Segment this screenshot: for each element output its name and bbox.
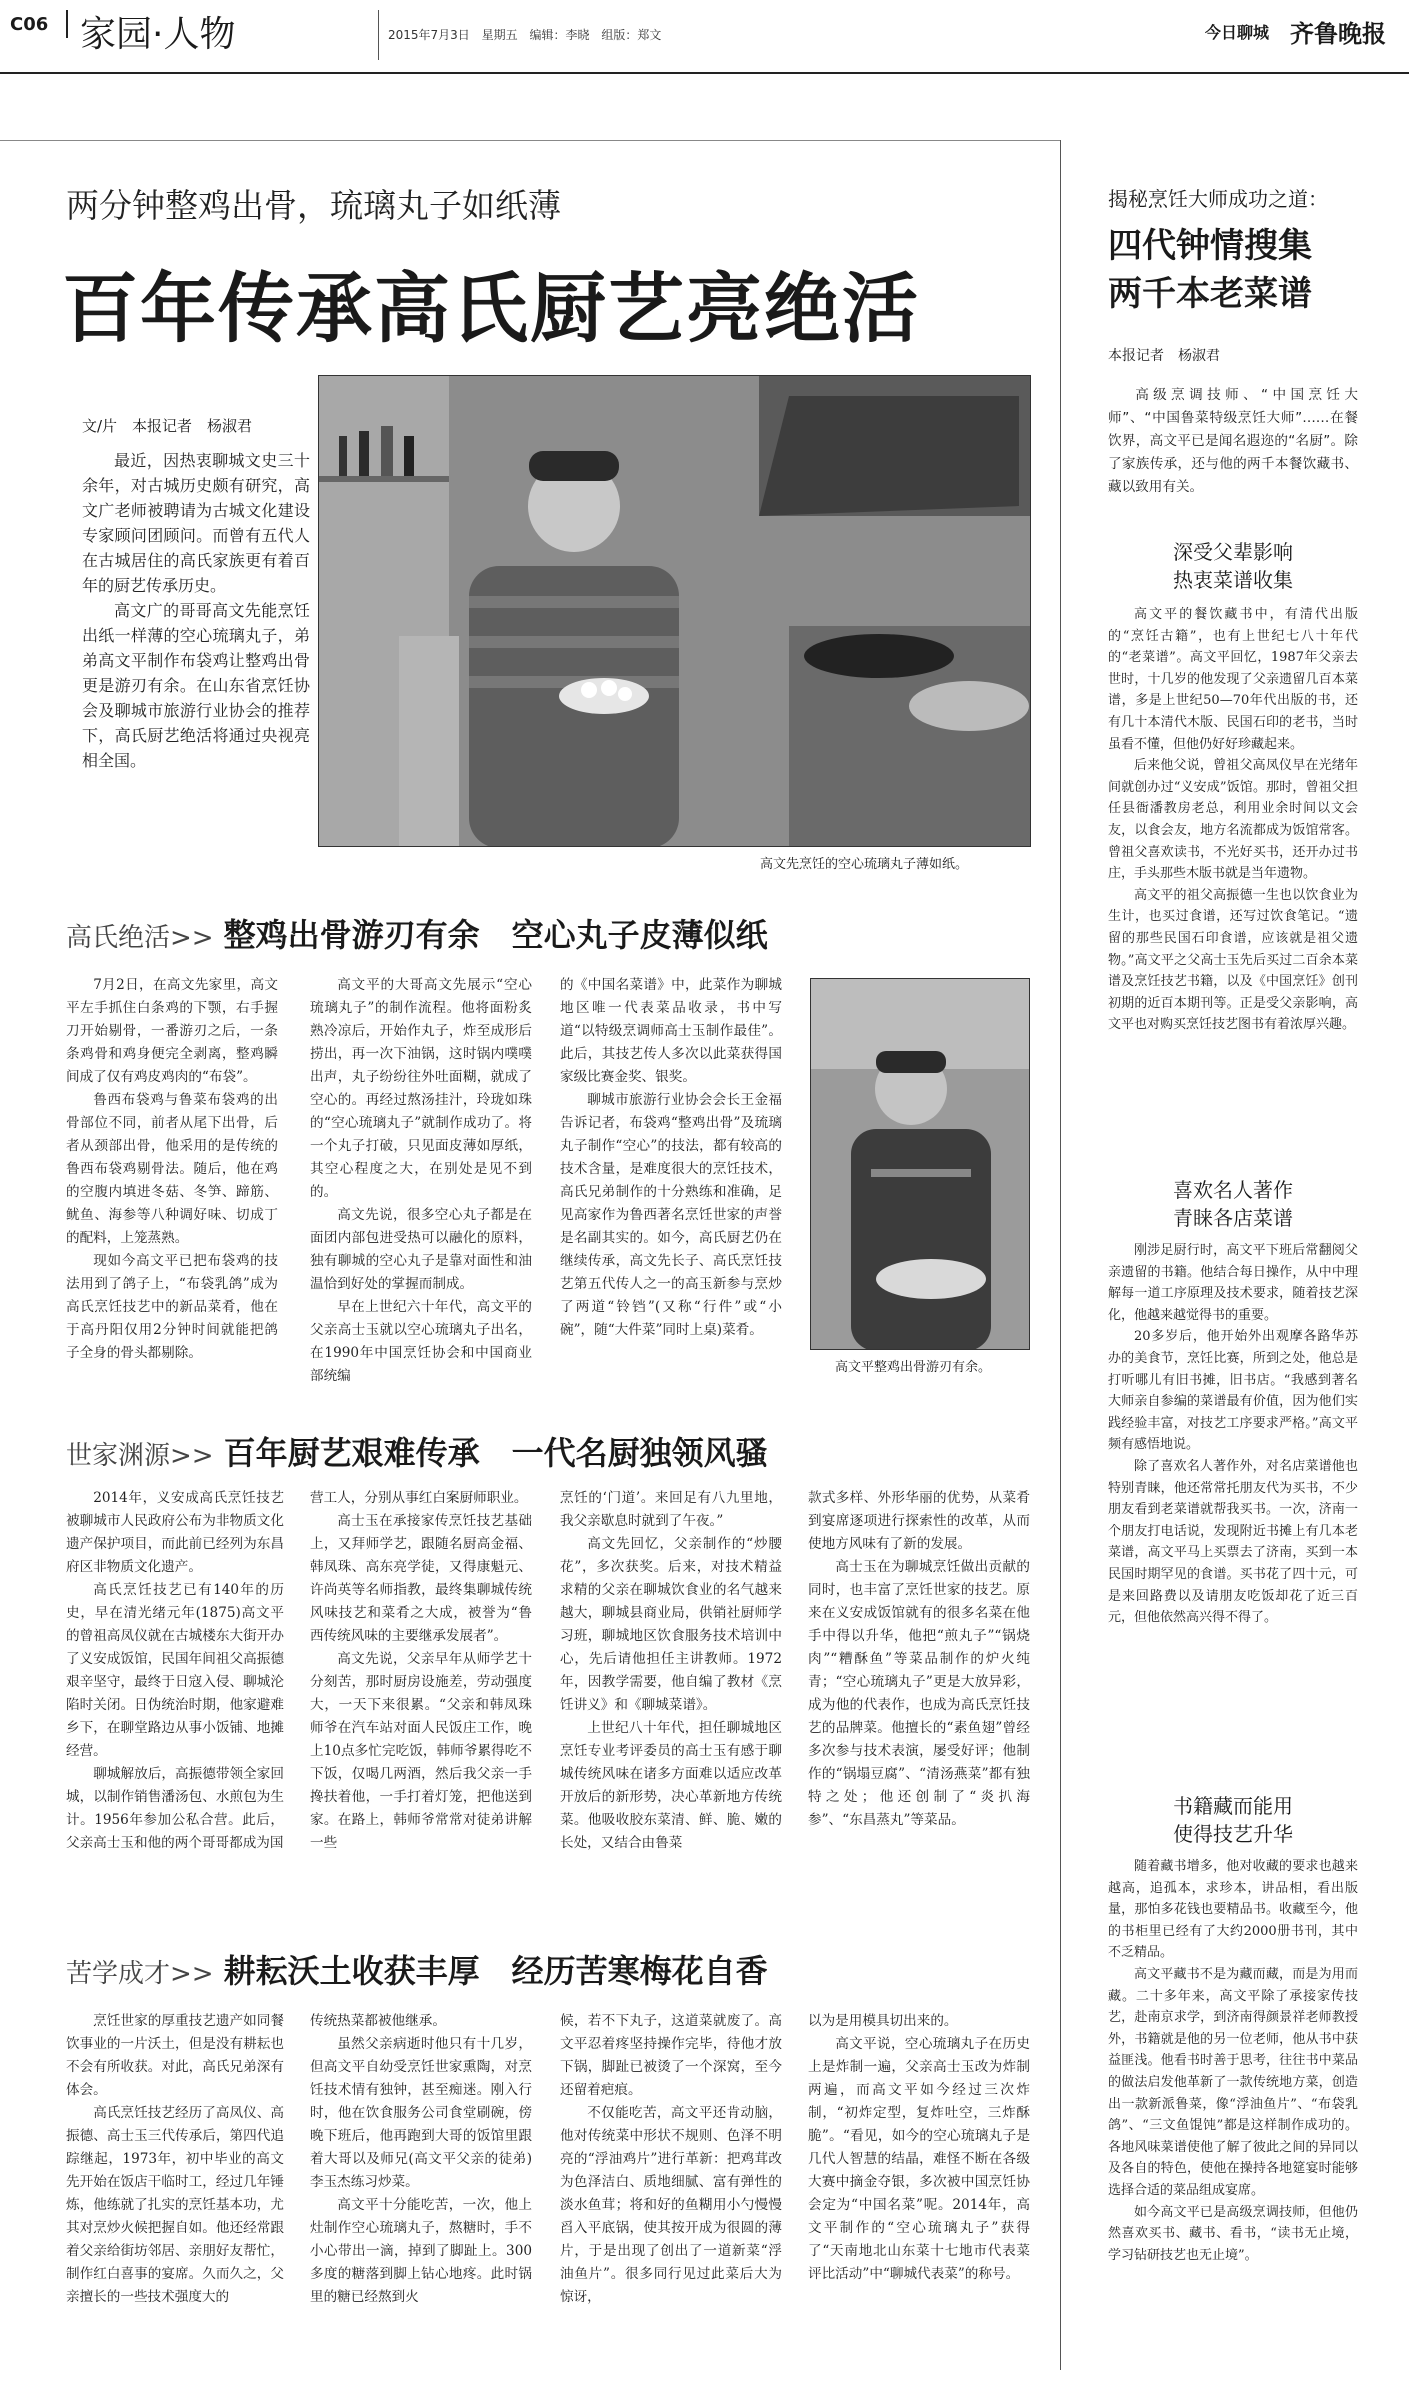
paragraph: 烹饪世家的厚重技艺遗产如同餐饮事业的一片沃土，但是没有耕耘也不会有所收获。对此，高氏兄弟深有体会。 — [66, 2013, 284, 2098]
article-column — [310, 1487, 532, 1917]
kicker: 两分钟整鸡出骨，琉璃丸子如纸薄 — [66, 186, 561, 225]
header-divider-2 — [378, 10, 379, 60]
sidebar-title-line: 两千本老菜谱 — [1108, 274, 1312, 314]
paragraph: 的《中国名菜谱》中，此菜作为聊城地区唯一代表菜品收录，书中写道“以特级烹调师高士玉制作最佳”。此后，其技艺传人多次以此菜获得国家级比赛金奖、银奖。 — [560, 977, 782, 1085]
article-column — [66, 974, 278, 1394]
paragraph: 高文先说，父亲早年从师学艺十分刻苦，那时厨房设施差，劳动强度大，一天下来很累。“父亲和韩凤珠师爷在汽车站对面人民饭庄工作，晚上10点多忙完吃饭，韩师爷累得吃不下饭，仅喝几两酒，然后我父亲一手搀扶着他，一手打着灯笼，把他送到家。在路上，韩师爷常常对徒弟讲解一些 — [310, 1651, 532, 1851]
issue-weekday: 星期五 — [481, 28, 518, 42]
paper-logo: 齐鲁晚报 — [1290, 19, 1386, 48]
header-meta — [388, 26, 661, 43]
sidebar-kicker: 揭秘烹饪大师成功之道： — [1108, 187, 1328, 211]
subheading-tag: 苦学成才>> — [66, 1959, 214, 1989]
sidebar-text — [1108, 604, 1358, 1172]
paragraph: 刚涉足厨行时，高文平下班后常翻阅父亲遗留的书籍。他结合每日操作，从中中理解每一道工序原理及技术要求，随着技艺深化，他越来越觉得书的重要。 — [1108, 1243, 1358, 1323]
paragraph: 高文平说，空心琉璃丸子在历史上是炸制一遍，父亲高士玉改为炸制两遍，而高文平如今经过三次炸制，“初炸定型，复炸吐空，三炸酥脆”。“看见，如今的空心琉璃丸子是几代人智慧的结晶，难怪不断在各级大赛中摘金夺银，多次被中国烹饪协会定为“中国名菜”呢。2014年，高文平制作的“空心琉璃丸子”获得了“天南地北山东菜十七地市代表菜评比活动”中“聊城代表菜”的称号。 — [808, 2036, 1030, 2282]
paragraph: 以为是用模具切出来的。 — [808, 2013, 958, 2029]
photo-illustration — [811, 979, 1030, 1350]
paragraph: 高文先说，很多空心丸子都是在面团内部包进受热可以融化的原料，独有聊城的空心丸子是靠对面性和油温恰到好处的掌握而制成。 — [310, 1207, 532, 1292]
paragraph: 高文平的大哥高文先展示“空心琉璃丸子”的制作流程。他将面粉炙熟冷凉后，开始作丸子，炸至成形后捞出，再一次下油锅，这时锅内噗噗出声，丸子纷纷往外吐面糊，就成了空心的。再经过熬汤挂汁，玲珑如珠的“空心琉璃丸子”就制作成功了。将一个丸子打破，只见面皮薄如厚纸，其空心程度之大，在别处是见不到的。 — [310, 977, 532, 1200]
top-rule — [0, 140, 1060, 141]
paragraph: 如今高文平已是高级烹调技师，但他仍然喜欢买书、藏书、看书，“读书无止境，学习钻研技艺也无止境”。 — [1108, 2204, 1358, 2263]
heading-line: 喜欢名人著作 — [1173, 1178, 1293, 1202]
paragraph: 高士玉在为聊城烹饪做出贡献的同时，也丰富了烹饪世家的技艺。原来在义安成饭馆就有的很多名菜在他手中得以升华，他把“煎丸子”“锅烧肉”“糟酥鱼”等菜品制作的炉火纯青；“空心琉璃丸子”更是大放异彩，成为他的代表作，也成为高氏烹饪技艺的品牌菜。他擅长的“素鱼翅”曾经多次参与技术表演，屡受好评；他制作的“锅塌豆腐”、“清汤燕菜”都有独特之处；他还创制了“炎扒海参”、“东昌蒸丸”等菜品。 — [808, 1559, 1030, 1828]
paragraph: 高氏烹饪技艺经历了高凤仪、高振德、高士玉三代传承后，第四代追踪继起，1973年，初中毕业的高文先开始在饭店干临时工，经过几年锤炼，他练就了扎实的烹饪基本功，尤其对烹炒火候把握自如。他还经常跟着父亲给街坊邻居、亲朋好友帮忙，制作红白喜事的宴席。久而久之，父亲擅长的一些技术强度大的 — [66, 2105, 284, 2305]
article-column — [310, 974, 532, 1394]
subheading-tag: 世家渊源>> — [66, 1441, 214, 1471]
paragraph: 早在上世纪六十年代，高文平的父亲高士玉就以空心琉璃丸子出名，在1990年中国烹饪协会和中国商业部统编 — [310, 1299, 532, 1384]
paragraph: 高氏烹饪技艺已有140年的历史，早在清光绪元年(1875)高文平的曾祖高凤仪就在古城楼东大街开办了义安成饭馆，民国年间祖父高振德艰辛坚守，最终于日寇入侵、聊城沦陷时关闭。日伪统治时期，他家避难乡下，在聊堂路边从事小饭铺、地摊经营。 — [66, 1582, 284, 1759]
column-name: 今日聊城 — [1205, 23, 1270, 42]
paragraph: 不仅能吃苦，高文平还肯动脑，他对传统菜中形状不规则、色泽不明亮的“浮油鸡片”进行革新：把鸡茸改为色泽洁白、质地细腻、富有弹性的淡水鱼茸；将和好的鱼糊用小勺慢慢舀入平底锅，使其按开成为很圆的薄片，于是出现了创出了一道新菜“浮油鱼片”。很多同行见过此菜后大为惊讶， — [560, 2105, 782, 2305]
photo-chef-gao-wenping — [810, 978, 1030, 1350]
subheading-title: 百年厨艺艰难传承 一代名厨独领风骚 — [223, 1434, 768, 1472]
header-divider — [66, 10, 68, 38]
byline: 文/片 本报记者 杨淑君 — [82, 417, 253, 435]
paragraph: 候，若不下丸子，这道菜就废了。高文平忍着疼坚持操作完毕，待他才放下锅，脚趾已被烫了一个深窝，至今还留着疤痕。 — [560, 2013, 782, 2098]
paragraph: 高文先回忆，父亲制作的“炒腰花”，多次获奖。后来，对技术精益求精的父亲在聊城饮食业的名气越来越大，聊城县商业局，供销社厨师学习班，聊城地区饮食服务技术培训中心，先后请他担任主讲教师。1972年，因教学需要，他自编了教材《烹饪讲义》和《聊城菜谱》。 — [560, 1536, 782, 1713]
paragraph: 上世纪八十年代，担任聊城地区烹饪专业考评委员的高士玉有感于聊城传统风味在诸多方面难以适应改革开放后的新形势，决心革新地方传统菜。他吸收胶东菜清、鲜、脆、嫩的长处，又结合由鲁菜 — [560, 1720, 782, 1851]
subheading-tag: 高氏绝活>> — [66, 923, 214, 953]
paragraph: 高文平的祖父高振德一生也以饮食业为生计，也买过食谱，还写过饮食笔记。“遗留的那些民国石印食谱，应该就是祖父遗物。”高文平之父高士玉先后买过二百余本菜谱及烹饪技艺书籍，以及《中国烹饪》创刊初期的近百本期刊等。正是受父亲影响，高文平也对购买烹饪技艺图书有着浓厚兴趣。 — [1108, 887, 1358, 1033]
article-column — [66, 1487, 284, 1917]
photo-caption: 高文平整鸡出骨游刃有余。 — [835, 1360, 992, 1375]
paragraph: 7月2日，在高文先家里，高文平左手抓住白条鸡的下颚，右手握刀开始剔骨，一番游刃之后，一条条鸡骨和鸡身便完全剥离，整鸡瞬间成了仅有鸡皮鸡肉的“布袋”。 — [66, 977, 278, 1085]
article-column — [560, 1487, 782, 1917]
subheading-title: 耕耘沃土收获丰厚 经历苦寒梅花自香 — [223, 1952, 768, 1990]
paragraph: 高文平的餐饮藏书中，有清代出版的“烹饪古籍”，也有上世纪七八十年代的“老菜谱”。高文平回忆，1987年父亲去世时，十几岁的他发现了父亲遗留几百本菜谱，多是上世纪50—70年代出版的书，还有几十本清代木版、民国石印的老书，当时虽看不懂，但他仍好好珍藏起来。 — [1108, 607, 1358, 752]
paragraph: 除了喜欢名人著作外，对名店菜谱他也特别青睐，他还常常托朋友代为买书，不少朋友看到老菜谱就帮我买书。一次，济南一个朋友打电话说，发现附近书摊上有几本老菜谱，高文平马上买票去了济南，买到一本民国时期罕见的食谱。买书花了四十元，可是来回路费以及请朋友吃饭却花了近三百元，但他依然高兴得不得了。 — [1108, 1458, 1358, 1626]
paragraph: 后来他父说，曾祖父高凤仪早在光绪年间就创办过“义安成”饭馆。那时，曾祖父担任县衙潘教房老总，利用业余时间以文会友，以食会友，地方名流都成为饭馆常客。曾祖父喜欢读书，不光好买书，还开办过书庄，手头那些木版书就是当年遗物。 — [1108, 758, 1358, 882]
sidebar-text — [1108, 1856, 1358, 2370]
paragraph: 随着藏书增多，他对收藏的要求也越来越高，追孤本，求珍本，讲品相，看出版量，那怕多花钱也要精品书。收藏至今，他的书柜里已经有了大约2000册书刊，其中不乏精品。 — [1108, 1859, 1358, 1961]
paragraph: 营工人，分别从事红白案厨师职业。 — [310, 1490, 528, 1506]
sidebar-byline: 本报记者 杨淑君 — [1108, 348, 1220, 364]
article-column — [310, 2010, 532, 2370]
article-column — [66, 2010, 284, 2370]
editor: 编辑：李晓 — [529, 28, 590, 42]
paragraph: 传统热菜都被他继承。 — [310, 2013, 446, 2029]
heading-line: 书籍藏而能用 — [1173, 1794, 1293, 1818]
heading-line: 使得技艺升华 — [1173, 1822, 1293, 1846]
subheading-1 — [66, 910, 768, 956]
sidebar-title-line: 四代钟情搜集 — [1108, 226, 1312, 266]
subheading-3 — [66, 1946, 768, 1992]
photo-chef-gao-wenxian — [318, 375, 1031, 847]
photo-caption: 高文先烹饪的空心琉璃丸子薄如纸。 — [760, 857, 969, 872]
paragraph: 高文平藏书不是为藏而藏，而是为用而藏。二十多年来，高文平除了承接家传技艺，赴南京求学，到济南得颜景祥老师教授外，书籍就是他的另一位老师，他从书中获益匪浅。他看书时善于思考，往往书中菜品的做法启发他革新了一款传统地方菜，创造出一款新派鲁菜，像“浮油鱼片”、“布袋乳鸽”、“三文鱼馄饨”都是这样制作成功的。各地风味菜谱使他了解了彼此之间的异同以及各自的特色，使他在操持各地筵宴时能够选择合适的菜品组成宴席。 — [1108, 1966, 1358, 2198]
lead-text — [82, 448, 310, 838]
subheading-title: 整鸡出骨游刃有余 空心丸子皮薄似纸 — [223, 916, 768, 954]
subheading-2 — [66, 1428, 768, 1474]
article-column — [560, 2010, 782, 2370]
lead-paragraph: 最近，因热衷聊城文史三十余年，对古城历史颇有研究，高文广老师被聘请为古城文化建设专家顾问团顾问。而曾有五代人在古城居住的高氏家族更有着百年的厨艺传承历史。 — [82, 451, 310, 595]
paragraph: 20多岁后，他开始外出观摩各路华苏办的美食节，烹饪比赛，所到之处，他总是打听哪儿有旧书摊，旧书店。“我感到著名大师亲自参编的菜谱最有价值，因为他们实践经验丰富，对技艺工序要求严格。”高文平频有感悟地说。 — [1108, 1329, 1358, 1453]
paragraph: 高文平十分能吃苦，一次，他上灶制作空心琉璃丸子，熬糖时，手不小心带出一滴，掉到了脚趾上。300多度的糖落到脚上钻心地疼。此时锅里的糖已经熬到火 — [310, 2197, 532, 2305]
issue-date: 2015年7月3日 — [388, 28, 470, 42]
paragraph: 烹饪的‘门道’。来回足有八九里地，我父亲歇息时就到了午夜。” — [560, 1490, 782, 1529]
article-column — [808, 2010, 1030, 2370]
paragraph: 鲁西布袋鸡与鲁菜布袋鸡的出骨部位不同，前者从尾下出骨，后者从颈部出骨，他采用的是传统的鲁西布袋鸡剔骨法。随后，他在鸡的空腹内填进冬菇、冬笋、蹄筋、鱿鱼、海参等八种调好味、切成丁的配料，上笼蒸熟。 — [66, 1092, 278, 1246]
paragraph: 聊城解放后，高振德带领全家回城，以制作销售潘汤包、水煎包为生计。1956年参加公私合营。此后，父亲高士玉和他的两个哥哥都成为国 — [66, 1766, 284, 1851]
heading-line: 深受父辈影响 — [1173, 540, 1293, 564]
article-column — [560, 974, 782, 1394]
paragraph: 聊城市旅游行业协会会长王金福告诉记者，布袋鸡“整鸡出骨”及琉璃丸子制作“空心”的技法，都有较高的技术含量，是难度很大的烹饪技术，高氏兄弟制作的十分熟练和准确，足见高家作为鲁西著名烹饪世家的声誉是名副其实的。如今，高氏厨艺仍在继续传承，高文先长子、高氏烹饪技艺第五代传人之一的高玉新参与烹炒了两道“铃铛”(又称“行件”或“小碗”，随“大件菜”同时上桌)菜肴。 — [560, 1092, 782, 1338]
paragraph: 款式多样、外形华丽的优势，从菜肴到宴席逐项进行探索性的改革，从而使地方风味有了新的发展。 — [808, 1490, 1030, 1552]
article-column — [808, 1487, 1030, 1917]
designer: 组版：郑文 — [601, 28, 662, 42]
sidebar-heading-2 — [1108, 1176, 1358, 1232]
sidebar-heading-1 — [1108, 538, 1358, 594]
sidebar-lead — [1108, 384, 1358, 524]
page-number: C06 — [10, 14, 49, 35]
heading-line: 热衷菜谱收集 — [1173, 568, 1293, 592]
paragraph: 高级烹调技师、“中国烹饪大师”、“中国鲁菜特级烹饪大师”……在餐饮界，高文平已是闻名遐迩的“名厨”。除了家族传承，还与他的两千本餐饮藏书、藏以致用有关。 — [1108, 387, 1358, 495]
paragraph: 虽然父亲病逝时他只有十几岁，但高文平自幼受烹饪世家熏陶，对烹饪技术情有独钟，甚至痴迷。刚入行时，他在饮食服务公司食堂刷碗，傍晚下班后，他再跑到大哥的饭馆里跟着大哥以及师兄(高文平父亲的徒弟)李玉杰练习炒菜。 — [310, 2036, 532, 2190]
heading-line: 青睐各店菜谱 — [1173, 1206, 1293, 1230]
sidebar-text — [1108, 1240, 1358, 1788]
sidebar-divider — [1060, 140, 1061, 2370]
paragraph: 现如今高文平已把布袋鸡的技法用到了鸽子上，“布袋乳鸽”成为高氏烹饪技艺中的新品菜肴，他在于高丹阳仅用2分钟时间就能把鸽子全身的骨头都剔除。 — [66, 1253, 278, 1361]
photo-illustration — [319, 376, 1031, 847]
paragraph: 2014年，义安成高氏烹饪技艺被聊城市人民政府公布为非物质文化遗产保护项目，而此前已经列为东昌府区非物质文化遗产。 — [66, 1490, 284, 1575]
lead-paragraph: 高文广的哥哥高文先能烹饪出纸一样薄的空心琉璃丸子，弟弟高文平制作布袋鸡让整鸡出骨更是游刃有余。在山东省烹饪协会及聊城市旅游行业协会的推荐下，高氏厨艺绝活将通过央视亮相全国。 — [82, 601, 310, 770]
section-title: 家园·人物 — [80, 14, 236, 55]
paragraph: 高士玉在承接家传烹饪技艺基础上，又拜师学艺，跟随名厨高金福、韩凤珠、高东亮学徒，又得康魁元、许尚英等名师指教，最终集聊城传统风味技艺和菜肴之大成，被誉为“鲁西传统风味的主要继承发展者”。 — [310, 1513, 532, 1644]
sidebar-heading-3 — [1108, 1792, 1358, 1848]
header-rule — [0, 72, 1409, 74]
headline: 百年传承高氏厨艺亮绝活 — [62, 264, 920, 353]
sidebar-title — [1108, 222, 1312, 318]
